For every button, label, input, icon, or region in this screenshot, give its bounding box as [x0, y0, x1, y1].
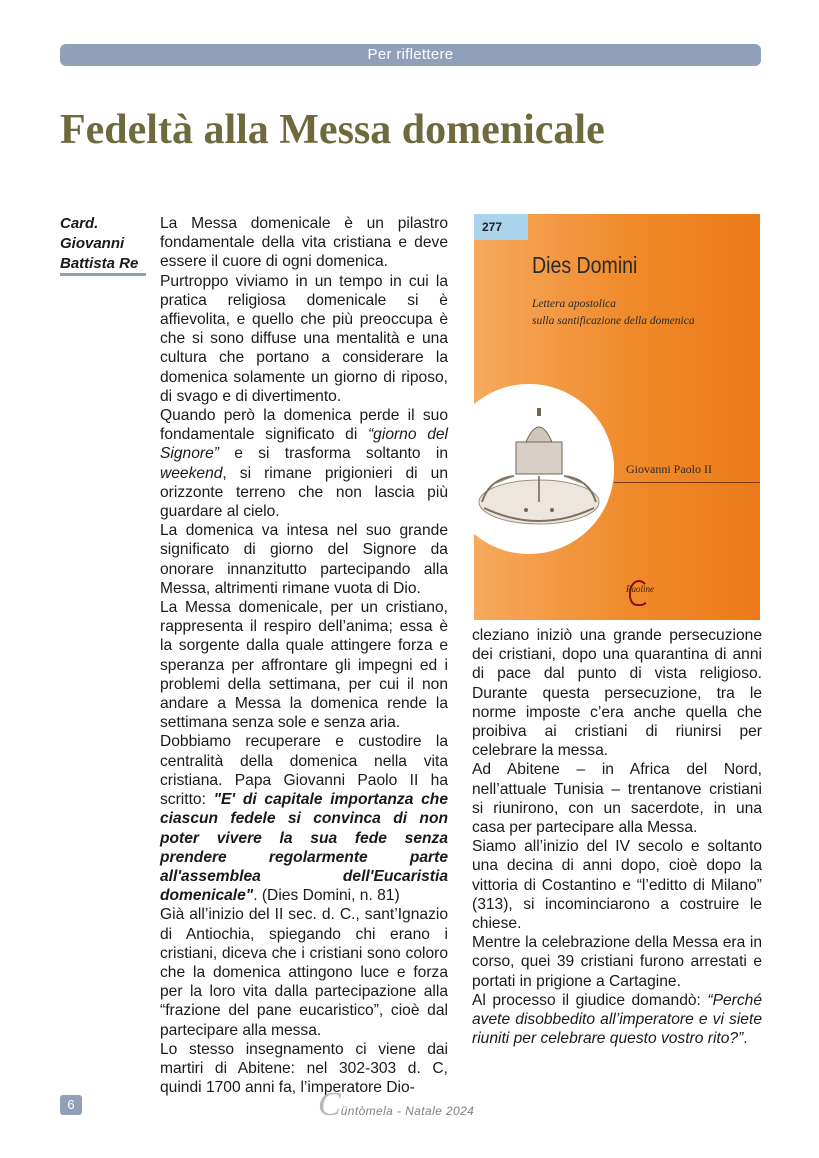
paragraph: La Messa domenicale, per un cristiano, rappresenta il respiro dell’anima; essa è la sorgente dalla quale attingere forza e speranza per affrontare gli impegni ed i problemi della settimana, per cui il non andare a Messa la domenica rende la settimana senza sole e senza aria. — [160, 599, 448, 732]
author-line-2: Giovanni — [60, 235, 125, 252]
section-label: Per riflettere — [367, 46, 454, 63]
author-line-1: Card. — [60, 215, 99, 232]
publisher-name: Paoline — [626, 584, 654, 594]
author-line-3: Battista Re — [60, 255, 139, 272]
paragraph: La domenica va intesa nel suo grande significato di giorno del Signore da onorare innanzitutto partecipando alla Messa, altrimenti rimane vuota di Dio. — [160, 522, 448, 597]
article-title: Fedeltà alla Messa domenicale — [60, 107, 605, 153]
book-cover-image — [474, 214, 760, 620]
page-number: 6 — [60, 1095, 82, 1115]
paragraph: Lo stesso insegnamento ci viene dai martiri di Abitene: nel 302-303 d. C, quindi 1700 anni fa, l’imperatore Dio- — [160, 1040, 448, 1097]
author-divider — [60, 273, 146, 276]
author-byline — [60, 214, 148, 274]
magazine-issue: üntòmela - Natale 2024 — [340, 1104, 475, 1118]
paragraph: Siamo all’inizio del IV secolo e soltanto una decina di anni dopo, cioè dopo la vittoria di Costantino e “l’editto di Milano” (313), si incominciarono a costruire le chiese. — [472, 838, 762, 933]
paragraph: cleziano iniziò una grande persecuzione dei cristiani, dopo una quarantina di anni di pace dal punto di vista religioso. Durante questa persecuzione, tra le norme imposte c’era anche quella che proibiva ai cristiani di riunirsi per celebrare la messa. — [472, 627, 762, 760]
cover-subtitle: Lettera apostolica sulla santificazione della domenica — [532, 298, 695, 327]
paragraph: Purtroppo viviamo in un tempo in cui la pratica religiosa domenicale si è affievolita, e quello che più preoccupa è che si sono diffuse una mentalità e una cultura che portano a considerare la domenica solamente un giorno di riposo, di svago e di divertimento. — [160, 272, 448, 405]
st-peters-square-illustration — [474, 384, 614, 554]
paragraph: Già all’inizio del II sec. d. C., sant’Ignazio di Antiochia, spiegando chi erano i cristiani, diceva che i cristiani sono coloro che la domenica attingono luce e forza per la loro vita dalla partecipazione alla “frazione del pane eucaristico”, cioè dal partecipare alla messa. — [160, 906, 448, 1039]
cover-number-badge: 277 — [474, 214, 528, 240]
magazine-footer — [318, 1086, 475, 1123]
paragraph: Ad Abitene – in Africa del Nord, nell’attuale Tunisia – trentanove cristiani si riunirono, con un sacerdote, in una casa per partecipare alla Messa. — [472, 761, 762, 837]
article-column-right — [472, 626, 762, 1048]
magazine-initial: C — [318, 1086, 341, 1123]
papal-quote: "E' di capitale importanza che ciascun fedele si convinca di non poter vivere la sua fede senza prendere regolarmente parte all'assemblea dell'Eucaristia domenicale" — [160, 791, 448, 905]
cover-title: Dies Domini — [532, 252, 638, 278]
paragraph: Al processo il giudice domandò: “Perché avete disobbedito all’imperatore e vi siete riuniti per celebrare questo vostro rito?”. — [472, 991, 762, 1048]
cover-author: Giovanni Paolo II — [626, 462, 712, 476]
italic-quote: “Perché avete disobbedito all’imperatore e vi siete riuniti per celebrare questo vostro rito?” — [472, 991, 762, 1048]
article-column-left — [160, 214, 448, 1097]
paragraph: Quando però la domenica perde il suo fondamentale significato di “giorno del Signore” e si trasforma soltanto in weekend, si rimane prigionieri di un orizzonte terreno che non lascia più guardare al cielo. — [160, 407, 448, 521]
paragraph: Mentre la celebrazione della Messa era in corso, quei 39 cristiani furono arrestati e portati in prigione a Cartagine. — [472, 934, 762, 990]
cover-rule — [614, 482, 760, 483]
italic-term: weekend — [160, 464, 223, 482]
section-header-bar — [60, 44, 761, 66]
paragraph: La Messa domenicale è un pilastro fondamentale della vita cristiana e deve essere il cuore di ogni domenica. — [160, 215, 448, 271]
paragraph: Dobbiamo recuperare e custodire la centralità della domenica nella vita cristiana. Papa Giovanni Paolo II ha scritto: "E' di capitale importanza che ciascun fedele si convinca di non poter vivere la sua fede senza prendere regolarmente parte all'assemblea dell'Eucaristia domenicale". (Dies Domini, n. 81) — [160, 733, 448, 905]
italic-quote: “giorno del Signore” — [160, 426, 448, 463]
